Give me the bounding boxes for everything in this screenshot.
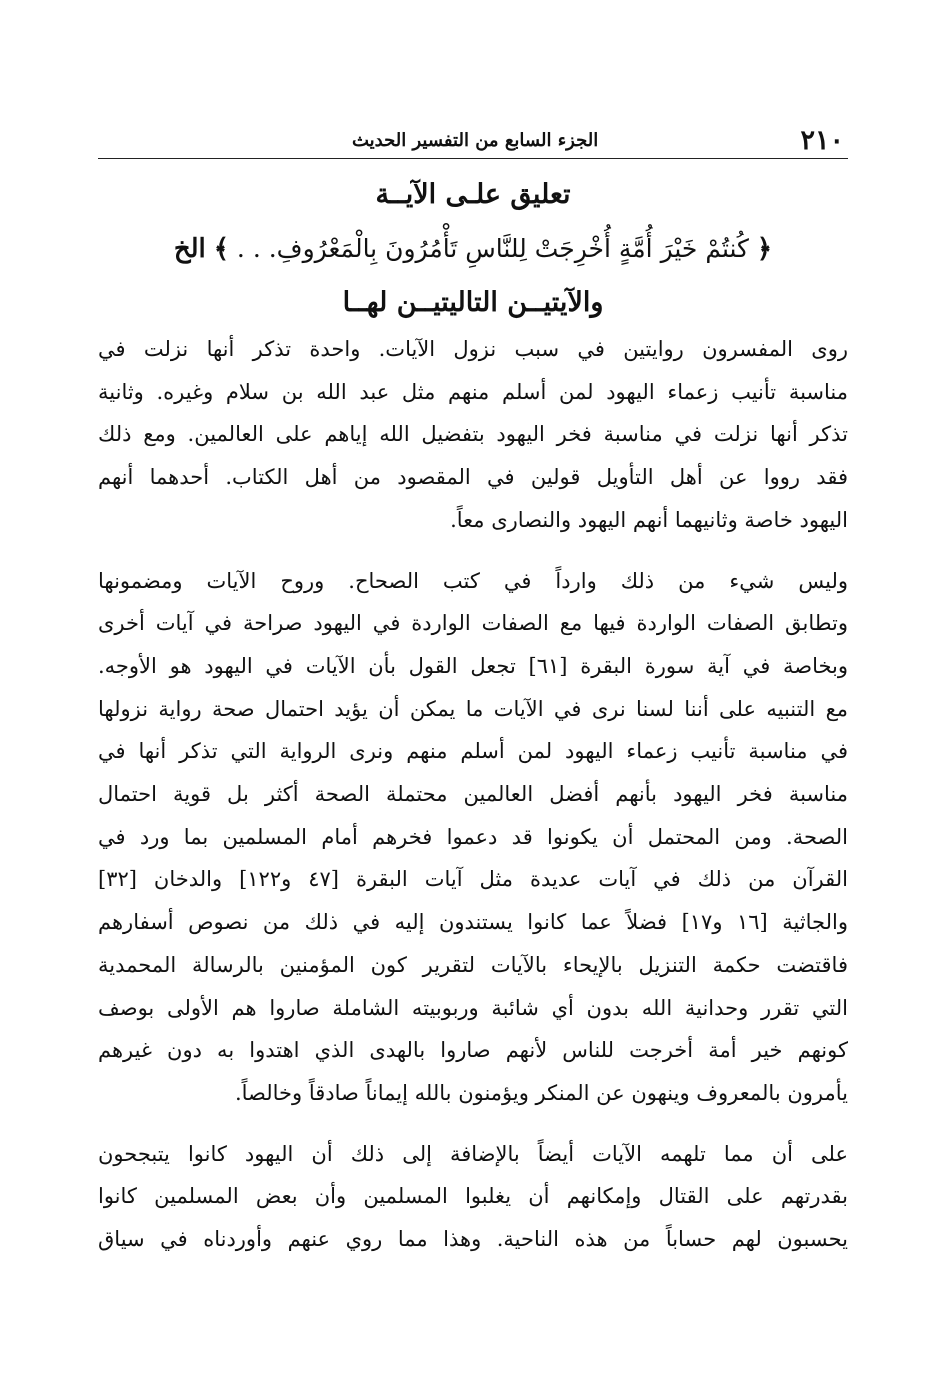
text-line: وبخاصة في آية سورة البقرة [٦١] تجعل القول بأن الآيات في اليهود هو الأوجه. [98,653,849,678]
text-line: روى المفسرون روايتين في سبب نزول الآيات. واحدة تذكر أنها نزلت في [98,337,848,361]
verse-text: كُنتُمْ خَيْرَ أُمَّةٍ أُخْرِجَتْ لِلنَّاسِ تَأْمُرُونَ بِالْمَعْرُوفِ. . . [236,234,749,263]
text-line: يأمرون بالمعروف وينهون عن المنكر ويؤمنون بالله إيماناً صادقاً وخالصاً. [234,1080,848,1105]
verse-close-bracket: ﴾ [213,234,229,264]
quoted-verse [98,222,848,276]
paragraph [98,1133,848,1261]
text-line: كونهم خير أمة أخرجت للناس لأنهم صاروا بالهدى الذي اهتدوا به دون غيرهم [98,1038,848,1063]
verse-open-bracket: ﴿ [756,234,773,264]
paragraph [98,328,848,542]
heading-line-1: تعليق علـى الآيــة [375,179,571,210]
text-line: مع التنبيه على أننا لسنا نرى في الآيات ما يمكن أن يؤيد احتمال صحة رواية نزولها [98,696,848,721]
text-line: وتطابق الصفات الواردة فيها مع الصفات الواردة في اليهود صراحة في آيات أخرى [98,611,848,636]
section-heading [98,168,848,330]
text-line: فقد رووا عن أهل التأويل قولين في المقصود من أهل الكتاب. أحدهما أنهم [98,465,848,490]
text-line: يحسبون لهم حساباً من هذه الناحية. وهذا مما روي عنهم وأوردناه في سياق [98,1227,848,1252]
text-line: على أن مما تلهمه الآيات أيضاً بالإضافة إلى ذلك أن اليهود كانوا يتبجحون [98,1141,848,1166]
paragraph [98,560,848,1115]
running-header [98,122,848,159]
text-line: في مناسبة تأنيب زعماء اليهود لمن أسلم منهم ونرى الرواية التي تذكر أنها في [98,739,848,764]
page-number: ٢١٠ [800,124,844,156]
text-line: الصحة. ومن المحتمل أن يكونوا قد دعموا فخرهم أمام المسلمين بما ورد في [98,824,848,849]
text-line: مناسبة تأنيب زعماء اليهود لمن أسلم منهم مثل عبد الله بن سلام وغيره. وثانية [98,379,848,404]
text-line: تذكر أنها نزلت في مناسبة فخر اليهود بتفضيل الله إياهم على العالمين. ومع ذلك [98,422,848,447]
text-line: وليس شيء من ذلك وارداً في كتب الصحاح. وروح الآيات ومضمونها [98,568,848,593]
text-line: التي تقرر وحدانية الله بدون أي شائبة وربوبيته الشاملة صاروا هم الأولى بوصف [98,995,848,1020]
body-text [98,328,848,1261]
running-header-title: الجزء السابع من التفسير الحديث [352,129,599,151]
text-line: والجاثية [١٦ و١٧] فضلاً عما كانوا يستندون إليه في ذلك من نصوص أسفارهم [98,910,848,935]
text-line: اليهود خاصة وثانيهما أنهم اليهود والنصارى معاً. [450,507,848,532]
text-line: بقدرتهم على القتال وإمكانهم أن يغلبوا المسلمين وأن بعض المسلمين كانوا [98,1184,848,1209]
text-line: القرآن من ذلك في آيات عديدة مثل آيات البقرة [٤٧ و١٢٢] والدخان [٣٢] [98,867,848,892]
heading-line-3: والآيتيــن التاليتيــن لهــا [342,287,604,318]
text-line: فاقتضت حكمة التنزيل بالإيحاء بالآيات لتقرير كون المؤمنين بالرسالة المحمدية [98,952,848,977]
text-line: مناسبة فخر اليهود بأنهم أفضل العالمين محتملة الصحة أكثر بل قوية احتمال [98,782,848,807]
verse-etc: الخ [173,234,206,264]
